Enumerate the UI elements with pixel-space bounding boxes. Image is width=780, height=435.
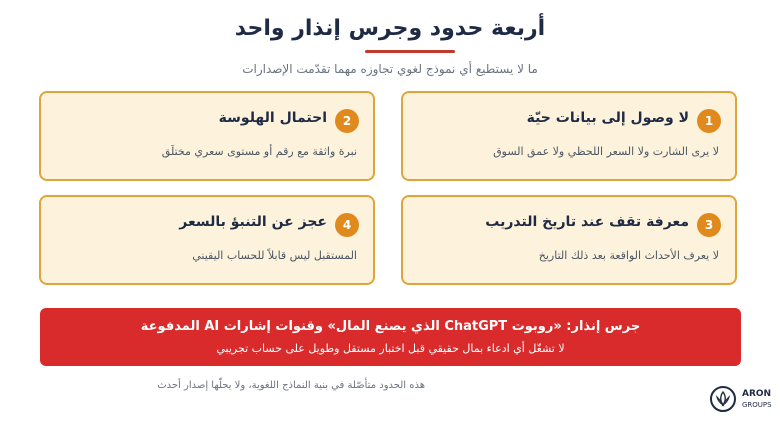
number-badge: 4	[335, 213, 359, 237]
card-title: عجز عن التنبؤ بالسعر	[179, 214, 327, 230]
card-title: احتمال الهلوسة	[218, 110, 327, 126]
card-description: لا يعرف الأحداث الواقعة بعد ذلك التاريخ	[538, 249, 719, 262]
card-title: لا وصول إلى بيانات حيّة	[526, 110, 689, 126]
limit-card-2	[39, 91, 375, 181]
brand-logo	[710, 386, 780, 416]
page-subtitle: ما لا يستطيع أي نموذج لغوي تجاوزه مهما تقدّمت الإصدارات	[242, 62, 538, 76]
number-badge: 1	[697, 109, 721, 133]
title-underline	[365, 50, 455, 53]
alarm-banner	[40, 308, 741, 366]
card-description: المستقبل ليس قابلاً للحساب اليقيني	[192, 249, 357, 262]
logo-mark-icon	[710, 386, 736, 412]
limit-card-1	[401, 91, 737, 181]
page-title: أربعة حدود وجرس إنذار واحد	[234, 16, 546, 41]
limit-card-3	[401, 195, 737, 285]
card-title: معرفة تقف عند تاريخ التدريب	[485, 214, 689, 230]
number-badge: 2	[335, 109, 359, 133]
logo-name: ARON	[742, 389, 772, 399]
logo-subtitle: GROUPS	[742, 401, 772, 409]
footnote: هذه الحدود متأصّلة في بنية النماذج اللغوية، ولا يحلّها إصدار أحدث	[157, 380, 425, 391]
number-badge: 3	[697, 213, 721, 237]
alarm-body: لا تشغّل أي ادعاء بمال حقيقي قبل اختبار مستقل وطويل على حساب تجريبي	[216, 342, 565, 355]
card-description: لا يرى الشارت ولا السعر اللحظي ولا عمق السوق	[493, 145, 719, 158]
limit-card-4	[39, 195, 375, 285]
alarm-title: جرس إنذار: «روبوت ChatGPT الذي يصنع المال» وقنوات إشارات AI المدفوعة	[140, 319, 641, 334]
card-description: نبرة واثقة مع رقم أو مستوى سعري مختلَق	[161, 145, 357, 158]
